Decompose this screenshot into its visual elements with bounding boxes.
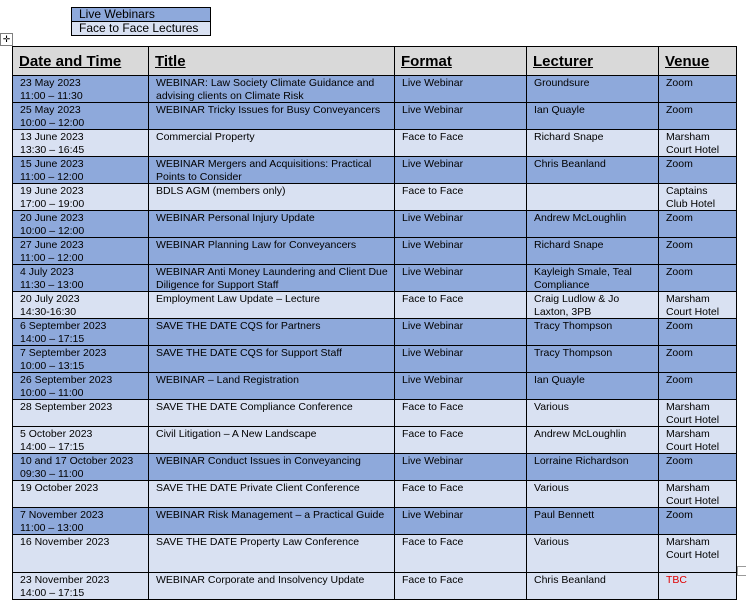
event-lecturer: Paul Bennett (527, 508, 659, 535)
event-title: SAVE THE DATE Private Client Conference (149, 481, 395, 508)
event-date: 27 June 2023 (20, 239, 84, 251)
event-date: 23 May 2023 (20, 77, 81, 89)
event-time: 09:30 – 11:00 (20, 467, 84, 480)
event-venue: TBC (659, 573, 737, 600)
event-lecturer: Various (527, 535, 659, 573)
event-venue: Zoom (659, 157, 737, 184)
event-date: 13 June 2023 (20, 131, 84, 143)
event-title: WEBINAR Tricky Issues for Busy Conveyancers (149, 103, 395, 130)
event-time: 11:00 – 12:00 (20, 170, 84, 183)
event-title: SAVE THE DATE Property Law Conference (149, 535, 395, 573)
event-format: Face to Face (395, 573, 527, 600)
table-row (13, 535, 737, 573)
event-format: Live Webinar (395, 157, 527, 184)
event-venue: Marsham Court Hotel (659, 130, 737, 157)
header-title: Title (149, 47, 395, 76)
event-time: 14:30-16:30 (20, 305, 77, 318)
event-lecturer: Ian Quayle (527, 103, 659, 130)
date-time-cell (13, 346, 149, 373)
event-lecturer: Chris Beanland (527, 157, 659, 184)
event-title: Commercial Property (149, 130, 395, 157)
event-date: 16 November 2023 (20, 536, 110, 548)
event-time: 14:00 – 17:15 (20, 586, 85, 599)
date-time-cell (13, 508, 149, 535)
legend-live-webinars: Live Webinars (72, 8, 211, 22)
date-time-cell (13, 238, 149, 265)
event-lecturer: Craig Ludlow & Jo Laxton, 3PB (527, 292, 659, 319)
event-format: Live Webinar (395, 454, 527, 481)
date-time-cell (13, 292, 149, 319)
date-time-cell (13, 481, 149, 508)
event-title: SAVE THE DATE Compliance Conference (149, 400, 395, 427)
event-venue: Marsham Court Hotel (659, 535, 737, 573)
event-lecturer (527, 184, 659, 211)
event-title: SAVE THE DATE CQS for Support Staff (149, 346, 395, 373)
events-table-body (13, 76, 737, 600)
event-date: 19 October 2023 (20, 482, 99, 494)
event-lecturer: Richard Snape (527, 238, 659, 265)
event-format: Live Webinar (395, 373, 527, 400)
table-row (13, 238, 737, 265)
table-header-row (13, 47, 737, 76)
event-format: Face to Face (395, 481, 527, 508)
event-format: Live Webinar (395, 103, 527, 130)
event-venue: Marsham Court Hotel (659, 292, 737, 319)
table-row (13, 508, 737, 535)
table-row (13, 454, 737, 481)
event-format: Face to Face (395, 427, 527, 454)
event-date: 25 May 2023 (20, 104, 81, 116)
event-date: 28 September 2023 (20, 401, 113, 413)
event-date: 6 September 2023 (20, 320, 107, 332)
event-title: BDLS AGM (members only) (149, 184, 395, 211)
header-venue: Venue (659, 47, 737, 76)
table-row (13, 157, 737, 184)
event-date: 20 July 2023 (20, 293, 80, 305)
event-time: 10:00 – 12:00 (20, 116, 85, 129)
event-format: Live Webinar (395, 319, 527, 346)
event-lecturer: Tracy Thompson (527, 319, 659, 346)
event-lecturer: Lorraine Richardson (527, 454, 659, 481)
table-row (13, 573, 737, 600)
event-title: WEBINAR Mergers and Acquisitions: Practical Points to Consider (149, 157, 395, 184)
event-format: Face to Face (395, 184, 527, 211)
format-legend (71, 7, 211, 36)
header-date-time: Date and Time (13, 47, 149, 76)
event-lecturer: Richard Snape (527, 130, 659, 157)
event-date: 20 June 2023 (20, 212, 84, 224)
event-time: 10:00 – 13:15 (20, 359, 85, 372)
event-format: Face to Face (395, 535, 527, 573)
table-row (13, 319, 737, 346)
event-time: 17:00 – 19:00 (20, 197, 85, 210)
event-format: Face to Face (395, 292, 527, 319)
event-date: 19 June 2023 (20, 185, 84, 197)
event-title: Employment Law Update – Lecture (149, 292, 395, 319)
table-row (13, 400, 737, 427)
event-date: 10 and 17 October 2023 (20, 455, 134, 467)
event-time: 11:00 – 11:30 (20, 89, 83, 102)
event-lecturer: Ian Quayle (527, 373, 659, 400)
event-title: Civil Litigation – A New Landscape (149, 427, 395, 454)
event-format: Face to Face (395, 130, 527, 157)
event-venue: Zoom (659, 76, 737, 103)
event-time: 14:00 – 17:15 (20, 440, 85, 453)
date-time-cell (13, 573, 149, 600)
event-format: Live Webinar (395, 211, 527, 238)
event-lecturer: Various (527, 400, 659, 427)
table-row (13, 346, 737, 373)
event-title: WEBINAR Planning Law for Conveyancers (149, 238, 395, 265)
event-date: 4 July 2023 (20, 266, 74, 278)
event-title: WEBINAR Risk Management – a Practical Guide (149, 508, 395, 535)
event-time: 11:00 – 13:00 (20, 521, 84, 534)
date-time-cell (13, 427, 149, 454)
event-venue: Zoom (659, 454, 737, 481)
event-lecturer: Andrew McLoughlin (527, 211, 659, 238)
event-title: SAVE THE DATE CQS for Partners (149, 319, 395, 346)
date-time-cell (13, 76, 149, 103)
table-row (13, 373, 737, 400)
event-format: Live Webinar (395, 346, 527, 373)
event-venue: Zoom (659, 346, 737, 373)
event-date: 5 October 2023 (20, 428, 93, 440)
event-lecturer: Various (527, 481, 659, 508)
table-row (13, 427, 737, 454)
event-date: 26 September 2023 (20, 374, 113, 386)
event-format: Live Webinar (395, 265, 527, 292)
event-format: Live Webinar (395, 238, 527, 265)
table-row (13, 211, 737, 238)
event-time: 13:30 – 16:45 (20, 143, 85, 156)
legend-face-to-face: Face to Face Lectures (72, 22, 211, 36)
event-venue: Marsham Court Hotel (659, 427, 737, 454)
header-lecturer: Lecturer (527, 47, 659, 76)
event-venue: Zoom (659, 319, 737, 346)
date-time-cell (13, 454, 149, 481)
table-row (13, 103, 737, 130)
event-time: 10:00 – 11:00 (20, 386, 84, 399)
table-row (13, 292, 737, 319)
event-format: Face to Face (395, 400, 527, 427)
event-lecturer: Tracy Thompson (527, 346, 659, 373)
event-format: Live Webinar (395, 76, 527, 103)
event-venue: Zoom (659, 103, 737, 130)
date-time-cell (13, 400, 149, 427)
event-time: 14:00 – 17:15 (20, 332, 85, 345)
event-lecturer: Groundsure (527, 76, 659, 103)
table-row (13, 76, 737, 103)
date-time-cell (13, 535, 149, 573)
event-lecturer: Chris Beanland (527, 573, 659, 600)
event-time: 11:30 – 13:00 (20, 278, 84, 291)
event-title: WEBINAR: Law Society Climate Guidance and advising clients on Climate Risk (149, 76, 395, 103)
event-date: 15 June 2023 (20, 158, 84, 170)
event-title: WEBINAR – Land Registration (149, 373, 395, 400)
date-time-cell (13, 157, 149, 184)
event-venue: Captains Club Hotel (659, 184, 737, 211)
event-date: 23 November 2023 (20, 574, 110, 586)
date-time-cell (13, 184, 149, 211)
header-format: Format (395, 47, 527, 76)
event-date: 7 November 2023 (20, 509, 104, 521)
date-time-cell (13, 265, 149, 292)
date-time-cell (13, 130, 149, 157)
date-time-cell (13, 319, 149, 346)
event-title: WEBINAR Conduct Issues in Conveyancing (149, 454, 395, 481)
table-move-handle-icon[interactable]: ✛ (0, 33, 13, 46)
table-row (13, 265, 737, 292)
event-format: Live Webinar (395, 508, 527, 535)
date-time-cell (13, 211, 149, 238)
event-venue: Zoom (659, 238, 737, 265)
event-title: WEBINAR Anti Money Laundering and Client Due Diligence for Support Staff (149, 265, 395, 292)
event-time: 10:00 – 12:00 (20, 224, 85, 237)
table-row (13, 130, 737, 157)
event-venue: Zoom (659, 373, 737, 400)
event-title: WEBINAR Personal Injury Update (149, 211, 395, 238)
table-row (13, 184, 737, 211)
event-time: 11:00 – 12:00 (20, 251, 84, 264)
date-time-cell (13, 103, 149, 130)
event-lecturer: Andrew McLoughlin (527, 427, 659, 454)
table-resize-handle[interactable] (737, 566, 746, 576)
event-venue: Marsham Court Hotel (659, 400, 737, 427)
event-lecturer: Kayleigh Smale, Teal Compliance (527, 265, 659, 292)
date-time-cell (13, 373, 149, 400)
event-venue: Zoom (659, 508, 737, 535)
event-venue: Zoom (659, 265, 737, 292)
table-row (13, 481, 737, 508)
event-venue: Marsham Court Hotel (659, 481, 737, 508)
events-table (12, 46, 737, 600)
event-title: WEBINAR Corporate and Insolvency Update (149, 573, 395, 600)
event-date: 7 September 2023 (20, 347, 107, 359)
event-venue: Zoom (659, 211, 737, 238)
